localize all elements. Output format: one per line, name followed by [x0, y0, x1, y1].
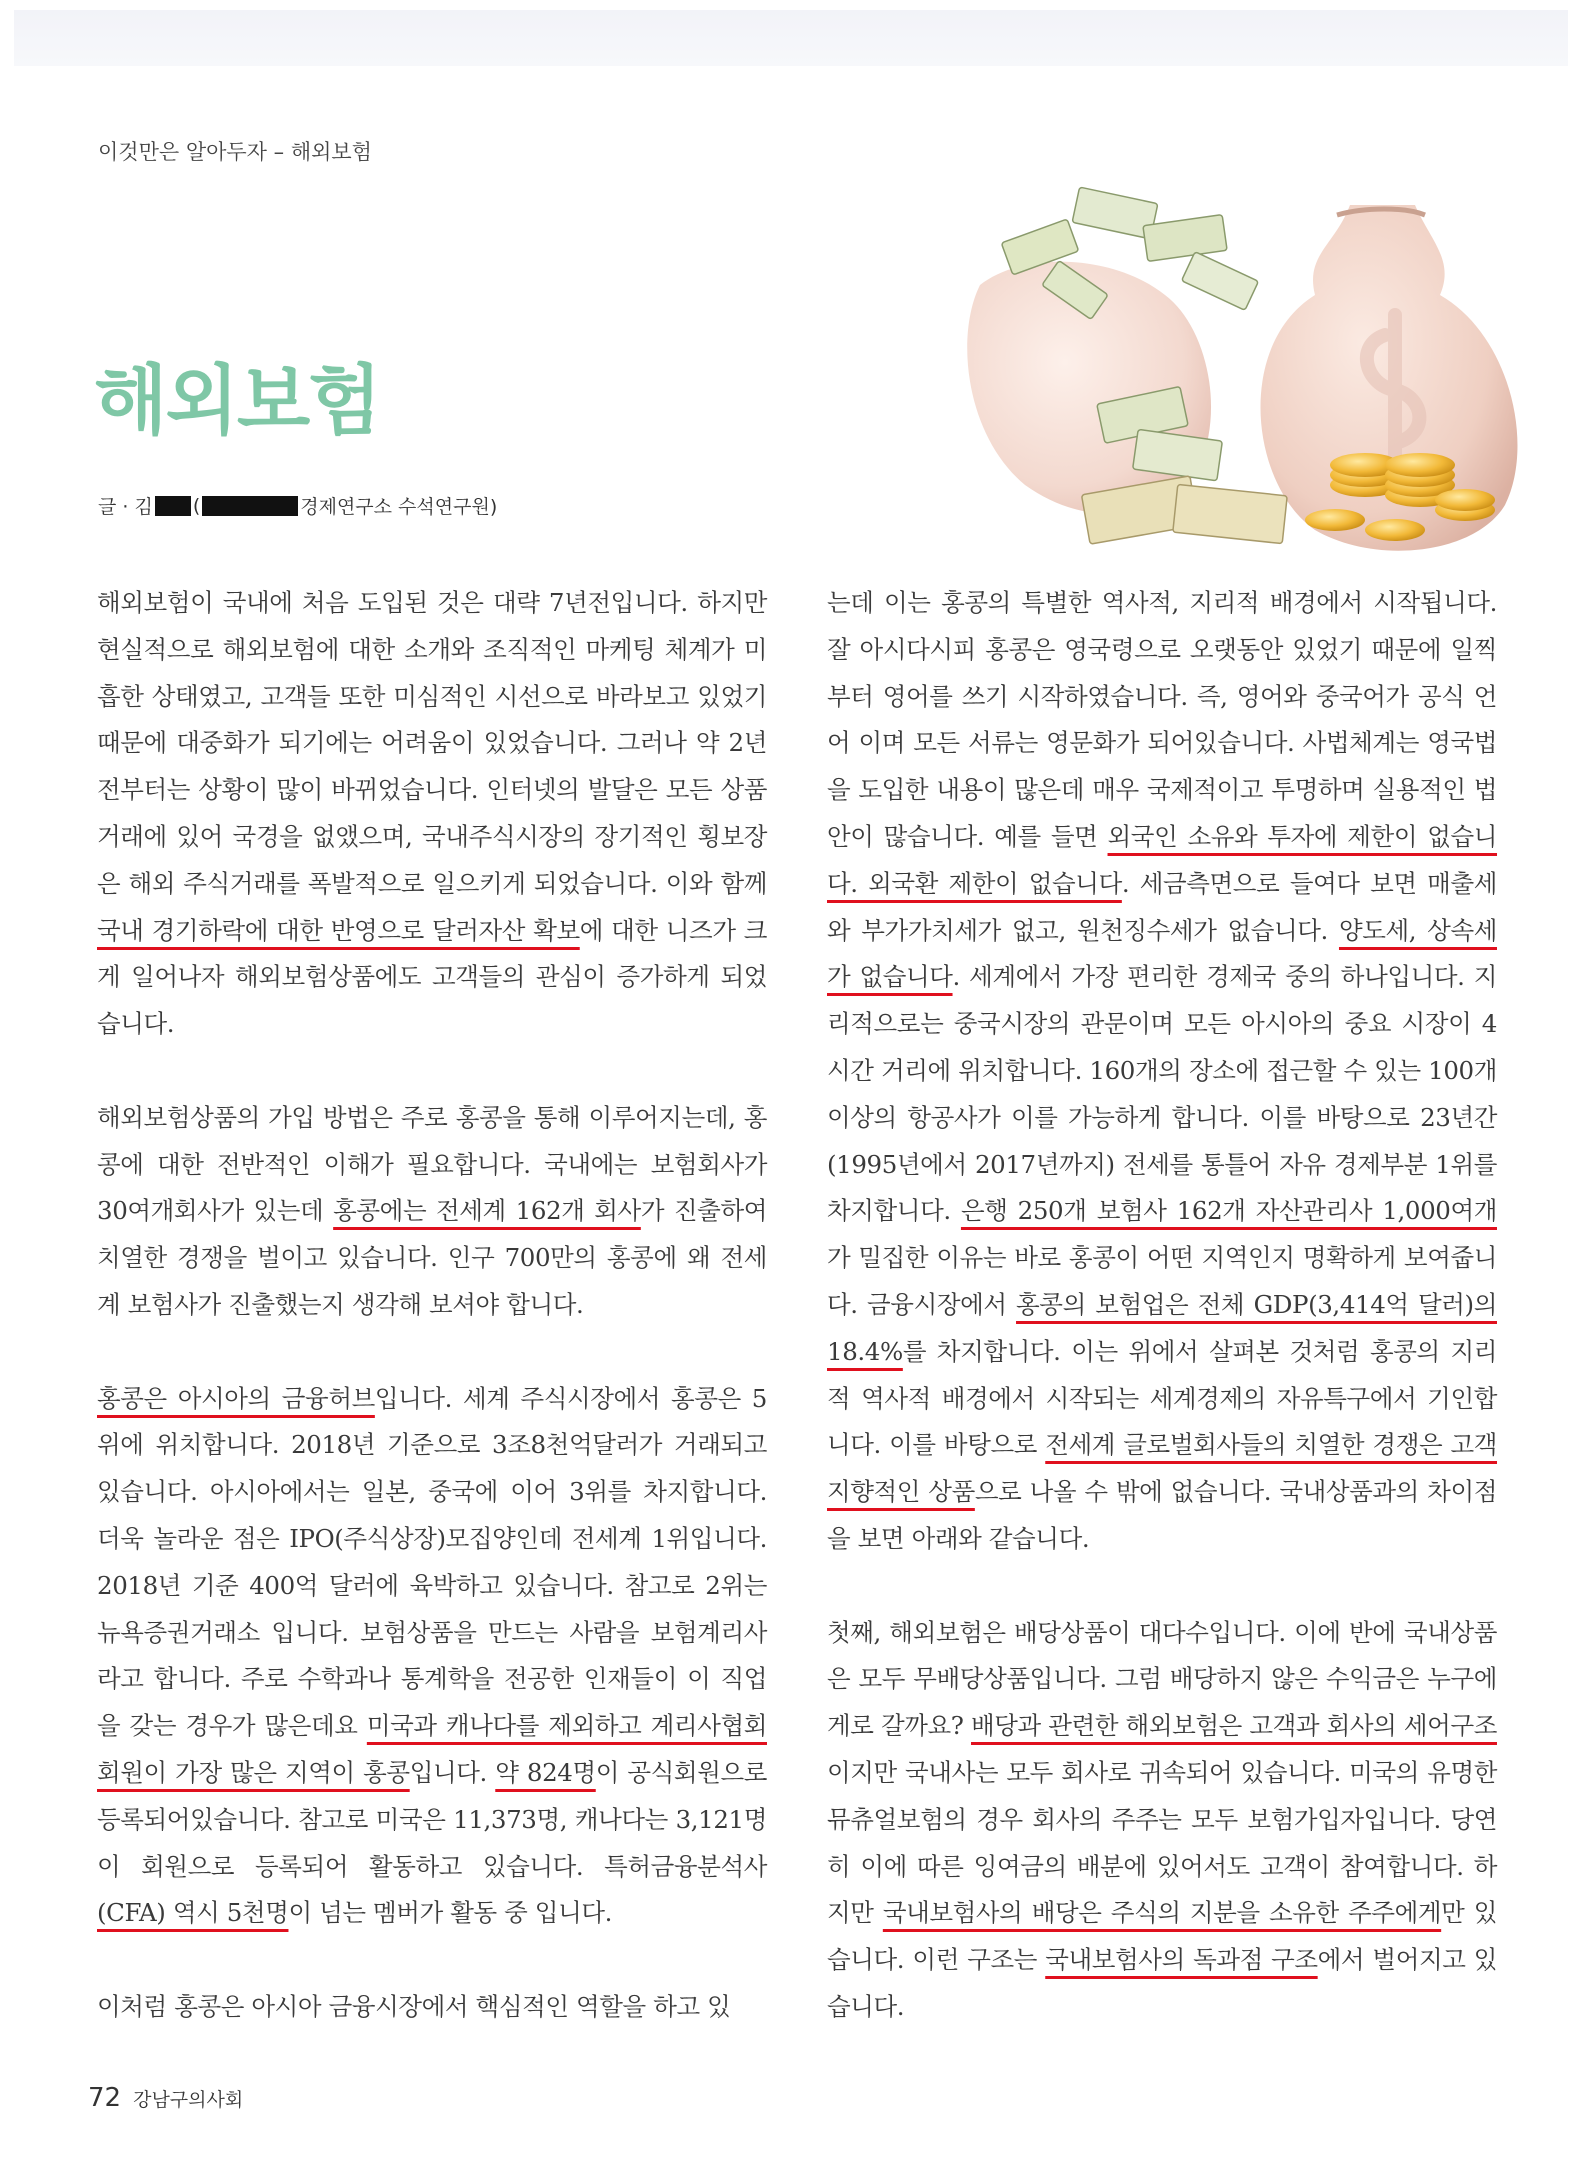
- publication-name: 강남구의사회: [133, 2089, 244, 2111]
- paragraph: [97, 580, 767, 1048]
- highlighted-text: 홍콩에는 전세계 162개 회사: [333, 1196, 641, 1226]
- top-band: [14, 10, 1568, 66]
- byline-affiliation: 경제연구소 수석연구원): [300, 496, 498, 518]
- byline-open-paren: (: [192, 494, 201, 517]
- highlighted-text: 홍콩의 보험업은 전체 GDP(3,414억 달러)의 18.4%: [827, 1289, 1497, 1366]
- text-run: . 세금측면으로 들여다 보면 매출세와 부가가치세가 없고, 원천징수세가 없습니다.: [827, 868, 1497, 945]
- text-run: 해외보험상품의 가입 방법은 주로 홍콩을 통해 이루어지는데, 홍콩에 대한 전반적인 이해가 필요합니다. 국내에는 보험회사가 30여개회사가 있는데: [97, 1102, 767, 1226]
- highlighted-text: 미국과 캐나다를 제외하고 계리사협회 회원이 가장 많은 지역이 홍콩: [97, 1711, 767, 1787]
- paragraph: [827, 580, 1497, 1563]
- byline-prefix: 글 · 김: [98, 496, 153, 518]
- text-run: 입니다.: [409, 1757, 496, 1787]
- text-run: 이 공식회원으로 등록되어있습니다. 참고로 미국은 11,373명, 캐나다는 3,121명이 회원으로 등록되어 활동하고 있습니다. 특허금융분석사: [97, 1757, 767, 1881]
- text-run: 이지만 국내사는 모두 회사로 귀속되어 있습니다. 미국의 유명한 뮤츄얼보험의 경우 회사의 주주는 모두 보험가입자입니다. 당연히 이에 따른 잉여금의 배분에 있어서도 고객이 참여합니다. 하지만: [827, 1757, 1497, 1928]
- money-bags-illustration: [935, 185, 1525, 575]
- text-run: 으로 나올 수 밖에 없습니다. 국내상품과의 차이점을 보면 아래와 같습니다.: [827, 1477, 1497, 1553]
- redaction-bar: [155, 496, 191, 516]
- paragraph: [97, 1376, 767, 1938]
- text-run: 에서 벌어지고 있습니다.: [827, 1945, 1497, 2021]
- text-run: 에 대한 니즈가 크게 일어나자 해외보험상품에도 고객들의 관심이 증가하게 되었습니다.: [97, 915, 767, 1039]
- text-run: 이 넘는 멤버가 활동 중 입니다.: [288, 1898, 612, 1928]
- text-run: . 세계에서 가장 편리한 경제국 중의 하나입니다. 지리적으로는 중국시장의 관문이며 모든 아시아의 중요 시장이 4시간 거리에 위치합니다. 160개의 장소에 접근할 수 있는 100개 이상의 항공사가 이를 가능하게 합니다. 이를 바탕으로 23년간(1995년에서 2017년까지) 전세를 통틀어 자유 경제부분 1위를 차지합니다.: [827, 962, 1497, 1226]
- article-column-right: [827, 580, 1497, 2031]
- text-run: 가 진출하여 치열한 경쟁을 벌이고 있습니다. 인구 700만의 홍콩에 왜 전세계 보험사가 진출했는지 생각해 보셔야 합니다.: [97, 1196, 767, 1319]
- page-title: 해외보험: [94, 356, 380, 445]
- highlighted-text: 국내 경기하락에 대한 반영으로 달러자산 확보: [97, 915, 580, 945]
- highlighted-text: 양도세, 상속세가 없습니다: [827, 915, 1497, 992]
- text-run: 는데 이는 홍콩의 특별한 역사적, 지리적 배경에서 시작됩니다. 잘 아시다시피 홍콩은 영국령으로 오랫동안 있었기 때문에 일찍부터 영어를 쓰기 시작하였습니다. 즉, 영어와 중국어가 공식 언어 이며 모든 서류는 영문화가 되어있습니다. 사법체계는 영국법을 도입한 내용이 많은데 매우 국제적이고 투명하며 실용적인 법안이 많습니다. 예를 들면: [827, 588, 1497, 851]
- highlighted-text: 은행 250개 보험사 162개 자산관리사 1,000여개: [960, 1196, 1497, 1226]
- text-run: 를 차지합니다. 이는 위에서 살펴본 것처럼 홍콩의 지리적 역사적 배경에서 시작되는 세계경제의 자유특구에서 기인합니다. 이를 바탕으로: [827, 1336, 1497, 1460]
- paragraph: [97, 1095, 767, 1329]
- text-run: 만 있습니다. 이런 구조는: [827, 1898, 1497, 1975]
- highlighted-text: (CFA) 역시 5천명: [97, 1898, 289, 1928]
- highlighted-text: 배당과 관련한 해외보험은 고객과 회사의 세어구조: [971, 1711, 1497, 1741]
- highlighted-text: 약 824명: [495, 1757, 596, 1787]
- highlighted-text: 국내보험사의 독과점 구조: [1045, 1945, 1318, 1975]
- text-run: 입니다. 세계 주식시장에서 홍콩은 5위에 위치합니다. 2018년 기준으로 3조8천억달러가 거래되고 있습니다. 아시아에서는 일본, 중국에 이어 3위를 차지합니다. 더욱 놀라운 점은 IPO(주식상장)모집양인데 전세계 1위입니다. 2018년 기준 400억 달러에 육박하고 있습니다. 참고로 2위는 뉴욕증권거래소 입니다. 보험상품을 만드는 사람을 보험계리사라고 합니다. 주로 수학과나 통계학을 전공한 인재들이 이 직업을 갖는 경우가 많은데요: [97, 1383, 767, 1741]
- text-run: 해외보험이 국내에 처음 도입된 것은 대략 7년전입니다. 하지만 현실적으로 해외보험에 대한 소개와 조직적인 마케팅 체계가 미흡한 상태였고, 고객들 또한 미심적인 시선으로 바라보고 있었기때문에 대중화가 되기에는 어려움이 있었습니다. 그러나 약 2년 전부터는 상황이 많이 바뀌었습니다. 인터넷의 발달은 모든 상품거래에 있어 국경을 없앴으며, 국내주식시장의 장기적인 횡보장은 해외 주식거래를 폭발적으로 일으키게 되었습니다. 이와 함께: [97, 588, 767, 898]
- highlighted-text: 국내보험사의 배당은 주식의 지분을 소유한 주주에게: [882, 1898, 1442, 1928]
- text-run: 이처럼 홍콩은 아시아 금융시장에서 핵심적인 역할을 하고 있: [97, 1991, 731, 2021]
- text-run: 가 밀집한 이유는 바로 홍콩이 어떤 지역인지 명확하게 보여줍니다. 금융시장에서: [827, 1243, 1497, 1319]
- article-column-left: [97, 580, 767, 2031]
- text-run: 첫째, 해외보험은 배당상품이 대다수입니다. 이에 반에 국내상품은 모두 무배당상품입니다. 그럼 배당하지 않은 수익금은 누구에게로 갈까요?: [827, 1617, 1497, 1741]
- redaction-bar: [202, 496, 298, 516]
- highlighted-text: 홍콩은 아시아의 금융허브: [97, 1383, 375, 1413]
- paragraph: [827, 1610, 1497, 2031]
- section-label: 이것만은 알아두자 – 해외보험: [98, 140, 372, 164]
- paragraph: [97, 1984, 767, 2031]
- byline: [98, 492, 497, 519]
- highlighted-text: 전세계 글로벌회사들의 치열한 경쟁은 고객지향적인 상품: [827, 1430, 1498, 1507]
- page-number: 72: [88, 2083, 122, 2113]
- page-footer: [88, 2083, 243, 2113]
- highlighted-text: 외국인 소유와 투자에 제한이 없습니다. 외국환 제한이 없습니다: [827, 821, 1498, 898]
